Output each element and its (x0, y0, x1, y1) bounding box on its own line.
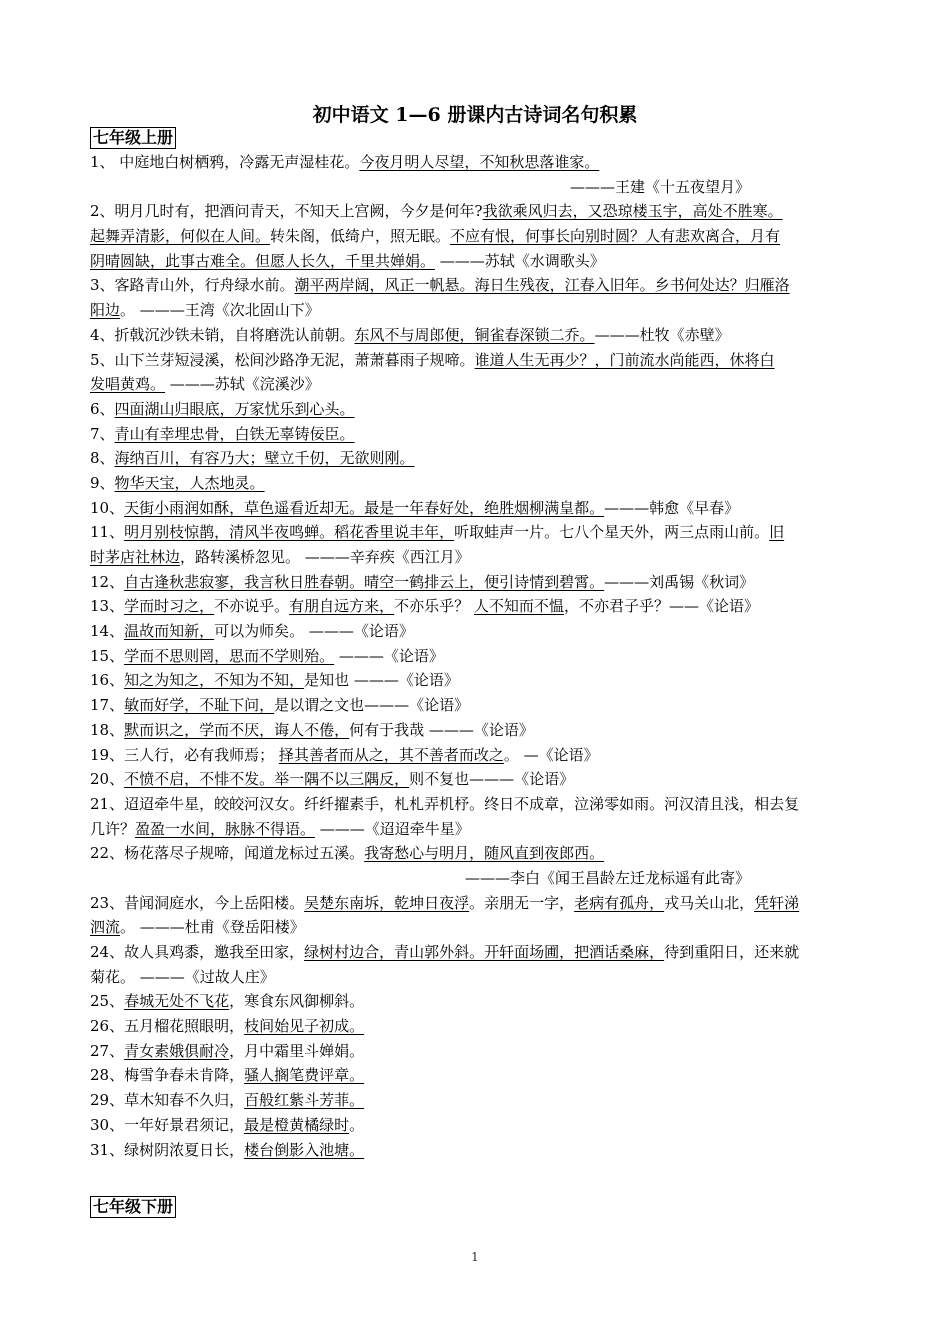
poem-line (90, 1088, 862, 1113)
poem-text: 16、 (90, 671, 125, 690)
poem-entry (90, 422, 862, 447)
poem-line (90, 199, 862, 224)
poem-text: 菊花。 ———《过故人庄》 (90, 967, 275, 986)
poem-text: 30、一年好景君须记， (90, 1115, 245, 1134)
poem-text: 20、 (90, 770, 125, 789)
poem-line (90, 1113, 862, 1138)
poem-text: ———《论语》 (334, 646, 444, 665)
poem-entry (90, 397, 862, 422)
underlined-quote: 自古逢秋悲寂寥，我言秋日胜春朝。 (124, 572, 365, 591)
poem-text: 5、山下兰芽短浸溪，松间沙路净无泥，萧萧暮雨子规啼。 (90, 350, 475, 369)
underlined-quote: 物华天宝，人杰地灵。 (114, 473, 265, 492)
poem-line (90, 249, 862, 274)
poem-text: 。 (349, 1115, 365, 1134)
underlined-quote: 老病有孤舟， (574, 893, 665, 912)
poem-line (90, 224, 862, 249)
poem-text: 13、 (90, 597, 125, 616)
poem-text: 可以为师矣。 ———《论语》 (214, 622, 414, 641)
poem-entry (90, 841, 862, 890)
poem-list (90, 150, 862, 1162)
underlined-quote: 四面湖山归眼底，万家忧乐到心头。 (114, 399, 355, 418)
poem-text: 8、 (90, 449, 115, 468)
poem-entry (90, 989, 862, 1014)
poem-line (90, 594, 862, 619)
underlined-quote: 旧 (769, 523, 785, 542)
poem-entry (90, 520, 862, 569)
poem-entry (90, 644, 862, 669)
underlined-quote: 人不知而不愠 (473, 597, 564, 616)
underlined-quote: 潮平两岸阔，风正一帆悬。 (294, 276, 475, 295)
poem-line (90, 965, 862, 990)
poem-text: 戎马关山北， (664, 893, 755, 912)
poem-text: 则不复也———《论语》 (409, 770, 575, 789)
poem-line (90, 570, 862, 595)
poem-entry (90, 891, 862, 940)
poem-text: 4、折戟沉沙铁未销，自将磨洗认前朝。 (90, 325, 355, 344)
poem-text: ———刘禹锡《秋词》 (604, 572, 755, 591)
poem-line (90, 792, 862, 817)
poem-text: ，月中霜里斗婵娟。 (229, 1041, 365, 1060)
poem-entry (90, 718, 862, 743)
underlined-quote: 阳边 (90, 301, 121, 320)
poem-text: ，路转溪桥忽见。 ———辛弃疾《西江月》 (180, 548, 470, 566)
poem-line (90, 1039, 862, 1064)
poem-entry (90, 570, 862, 595)
poem-text: ———《迢迢牵牛星》 (315, 819, 470, 838)
underlined-quote: 我寄愁心与明月，随风直到夜郎西。 (364, 844, 605, 863)
poem-text: 是以谓之文也———《论语》 (274, 696, 470, 715)
poem-text: 29、草木知春不久归， (90, 1091, 245, 1110)
underlined-quote: 发唱黄鸡。 (90, 375, 166, 394)
poem-entry (90, 619, 862, 644)
poem-entry (90, 743, 862, 768)
poem-line (90, 471, 862, 496)
poem-text: ———杜牧《赤壁》 (594, 325, 730, 344)
poem-line (90, 693, 862, 718)
poem-line (90, 520, 862, 545)
poem-line (90, 841, 862, 866)
poem-entry (90, 668, 862, 693)
poem-line (90, 989, 862, 1014)
poem-line (90, 940, 862, 965)
underlined-quote: 乡书何处达？归雁洛 (654, 276, 790, 295)
poem-line (90, 619, 862, 644)
poem-text: 。 ———杜甫《登岳阳楼》 (120, 918, 305, 937)
poem-text: ———韩愈《早春》 (604, 498, 740, 517)
poem-line (90, 298, 862, 323)
poem-line (90, 644, 862, 669)
underlined-quote: 枝间始见子初成。 (244, 1017, 365, 1036)
poem-text: 1、 中庭地白树栖鸦，冷露无声湿桂花。 (90, 153, 360, 171)
poem-entry (90, 1088, 862, 1113)
poem-entry (90, 199, 862, 273)
poem-entry (90, 446, 862, 471)
section-heading-grade7-vol2: 七年级下册 (90, 1196, 176, 1218)
underlined-quote: 时茅店社林边 (90, 548, 181, 566)
poem-text: 10、 (90, 498, 125, 517)
poem-text: 15、 (90, 646, 125, 665)
poem-text: 17、 (90, 696, 125, 715)
underlined-quote: 温故而知新， (124, 622, 215, 641)
underlined-quote: 学而时习之， (124, 597, 215, 616)
poem-text: 18、 (90, 720, 125, 739)
poem-line (90, 348, 862, 373)
poem-line (90, 743, 862, 768)
poem-entry (90, 348, 862, 397)
poem-text: 转朱阁，低绮户，照无眠。 (270, 227, 451, 246)
underlined-quote: 凭轩涕 (754, 893, 800, 912)
poem-text: 不亦说乎。 (214, 597, 290, 616)
underlined-quote: 择其善者而从之，其不善者而改之 (278, 745, 504, 764)
poem-text: 待到重阳日，还来就 (664, 943, 800, 961)
underlined-quote: 知之为知之，不知为不知， (124, 671, 305, 690)
poem-entry (90, 792, 862, 841)
underlined-quote: 不应有恨，何事长向别时圆？人有悲欢离合，月有 (450, 227, 781, 246)
underlined-quote: 青女素娥俱耐冷 (124, 1041, 230, 1060)
underlined-quote: 学而不思则罔，思而不学则殆。 (124, 646, 335, 665)
underlined-quote: 绿树村边合，青山郭外斜。开轩面场圃，把酒话桑麻， (304, 943, 665, 961)
poem-line (90, 397, 862, 422)
poem-text: ，寒食东风御柳斜。 (229, 992, 365, 1011)
underlined-quote: 有朋自远方来， (289, 597, 395, 616)
poem-text: 12、 (90, 572, 125, 591)
poem-text: 是知也 ———《论语》 (304, 671, 459, 690)
poem-attribution: ———王建《十五夜望月》 (569, 177, 750, 196)
poem-entry (90, 323, 862, 348)
underlined-quote: 海纳百川，有容乃大；壁立千仞，无欲则刚。 (114, 449, 415, 468)
poem-line (90, 422, 862, 447)
poem-line (90, 817, 862, 842)
underlined-quote: 今夜月明人尽望，不知秋思落谁家。 (359, 153, 600, 171)
poem-entry (90, 1138, 862, 1163)
poem-text: 26、五月榴花照眼明， (90, 1017, 245, 1036)
poem-entry (90, 594, 862, 619)
poem-line (90, 891, 862, 916)
poem-text: 28、梅雪争春未肯降， (90, 1066, 245, 1085)
poem-line (90, 1014, 862, 1039)
poem-text: 。亲朋无一字， (469, 893, 575, 912)
poem-entry (90, 1014, 862, 1039)
poem-text: 听取蛙声一片。七八个星天外，两三点雨山前。 (454, 523, 770, 542)
underlined-quote: 不愤不启，不悱不发。举一隅不以三隅反， (124, 770, 410, 789)
poem-line (90, 915, 862, 940)
poem-entry (90, 1039, 862, 1064)
underlined-quote: 吴楚东南坼，乾坤日夜浮 (304, 893, 470, 912)
underlined-quote: 东风不与周郎便，铜雀春深锁二乔。 (354, 325, 595, 344)
section-heading-grade7-vol1: 七年级上册 (90, 127, 176, 149)
poem-text: 。 —《论语》 (503, 745, 599, 764)
poem-text: ———苏轼《水调歌头》 (435, 251, 605, 270)
poem-text: 2、明月几时有，把酒问青天，不知天上宫阙，今夕是何年? (90, 202, 483, 221)
poem-text: 7、 (90, 424, 115, 443)
poem-text: 3、客路青山外，行舟绿水前。 (90, 276, 295, 295)
poem-text: 6、 (90, 399, 115, 418)
underlined-quote: 默而识之，学而不厌，诲人不倦， (124, 720, 350, 739)
underlined-quote: 敏而好学，不耻下问， (124, 696, 275, 715)
underlined-quote: 春城无处不飞花 (124, 992, 230, 1011)
underlined-quote: 最是橙黄橘绿时 (244, 1115, 350, 1134)
poem-line (90, 446, 862, 471)
poem-entry (90, 1113, 862, 1138)
underlined-quote: 晴空一鹤排云上，便引诗情到碧霄。 (364, 572, 605, 591)
underlined-quote: 阴晴圆缺，此事古难全。但愿人长久，千里共婵娟。 (90, 251, 436, 270)
poem-line (90, 1138, 862, 1163)
poem-line (90, 372, 862, 397)
poem-entry (90, 767, 862, 792)
underlined-quote: 明月别枝惊鹊，清风半夜鸣蝉。 (124, 523, 335, 542)
poem-entry (90, 693, 862, 718)
underlined-quote: 泗流 (90, 918, 121, 937)
poem-text: 23、昔闻洞庭水，今上岳阳楼。 (90, 893, 305, 912)
poem-text: 19、三人行，必有我师焉； (90, 745, 279, 764)
poem-line (90, 496, 862, 521)
underlined-quote: 骚人搁笔费评章。 (244, 1066, 365, 1085)
poem-text: 几许？ (90, 819, 136, 838)
underlined-quote: 百般红紫斗芳菲。 (244, 1091, 365, 1110)
poem-text: 21、迢迢牵牛星，皎皎河汉女。纤纤擢素手，札札弄机杼。终日不成章，泣涕零如雨。河汉清且浅，相去复 (90, 794, 800, 813)
poem-text: 22、杨花落尽子规啼，闻道龙标过五溪。 (90, 844, 365, 863)
poem-text: 不亦乐乎？ (394, 597, 474, 616)
poem-line (90, 273, 862, 298)
poem-text: 25、 (90, 992, 125, 1011)
poem-text: 14、 (90, 622, 125, 641)
underlined-quote: 青山有幸埋忠骨，白铁无辜铸佞臣。 (114, 424, 355, 443)
document-title: 初中语文 1—6 册课内古诗词名句积累 (312, 104, 638, 126)
poem-entry (90, 471, 862, 496)
poem-line (90, 1063, 862, 1088)
underlined-quote: 天街小雨润如酥，草色遥看近却无。最是一年春好处，绝胜烟柳满皇都。 (124, 498, 605, 517)
underlined-quote: 盈盈一水间，脉脉不得语。 (135, 819, 316, 838)
poem-line (90, 545, 862, 570)
poem-line (90, 718, 862, 743)
underlined-quote: 海日生残夜，江春入旧年。 (474, 276, 655, 295)
poem-text: 9、 (90, 473, 115, 492)
underlined-quote: 稻花香里说丰年， (334, 523, 455, 542)
poem-text: 。 ———王湾《次北固山下》 (120, 301, 320, 320)
poem-text: 31、绿树阴浓夏日长， (90, 1140, 245, 1159)
poem-text: 27、 (90, 1041, 125, 1060)
poem-text: ———苏轼《浣溪沙》 (165, 375, 320, 394)
underlined-quote: 我欲乘风归去，又恐琼楼玉宇，高处不胜寒。 (482, 202, 783, 221)
poem-line (90, 150, 862, 175)
poem-text: 何有于我哉 ———《论语》 (349, 720, 534, 739)
poem-entry (90, 273, 862, 322)
poem-entry (90, 1063, 862, 1088)
page-number: 1 (471, 1250, 479, 1264)
underlined-quote: 楼台倒影入池塘。 (244, 1140, 365, 1159)
poem-entry (90, 496, 862, 521)
poem-text: 11、 (90, 523, 125, 542)
poem-line (90, 668, 862, 693)
poem-text: ，不亦君子乎？——《论语》 (563, 597, 759, 616)
poem-entry (90, 940, 862, 989)
poem-attribution: ———李白《闻王昌龄左迁龙标遥有此寄》 (464, 868, 750, 887)
poem-line (90, 323, 862, 348)
poem-entry (90, 150, 862, 199)
underlined-quote: 起舞弄清影，何似在人间。 (90, 227, 271, 246)
underlined-quote: 谁道人生无再少？，门前流水尚能西，休将白 (474, 350, 775, 369)
poem-line (90, 767, 862, 792)
poem-text: 24、故人具鸡黍，邀我至田家， (90, 943, 305, 961)
